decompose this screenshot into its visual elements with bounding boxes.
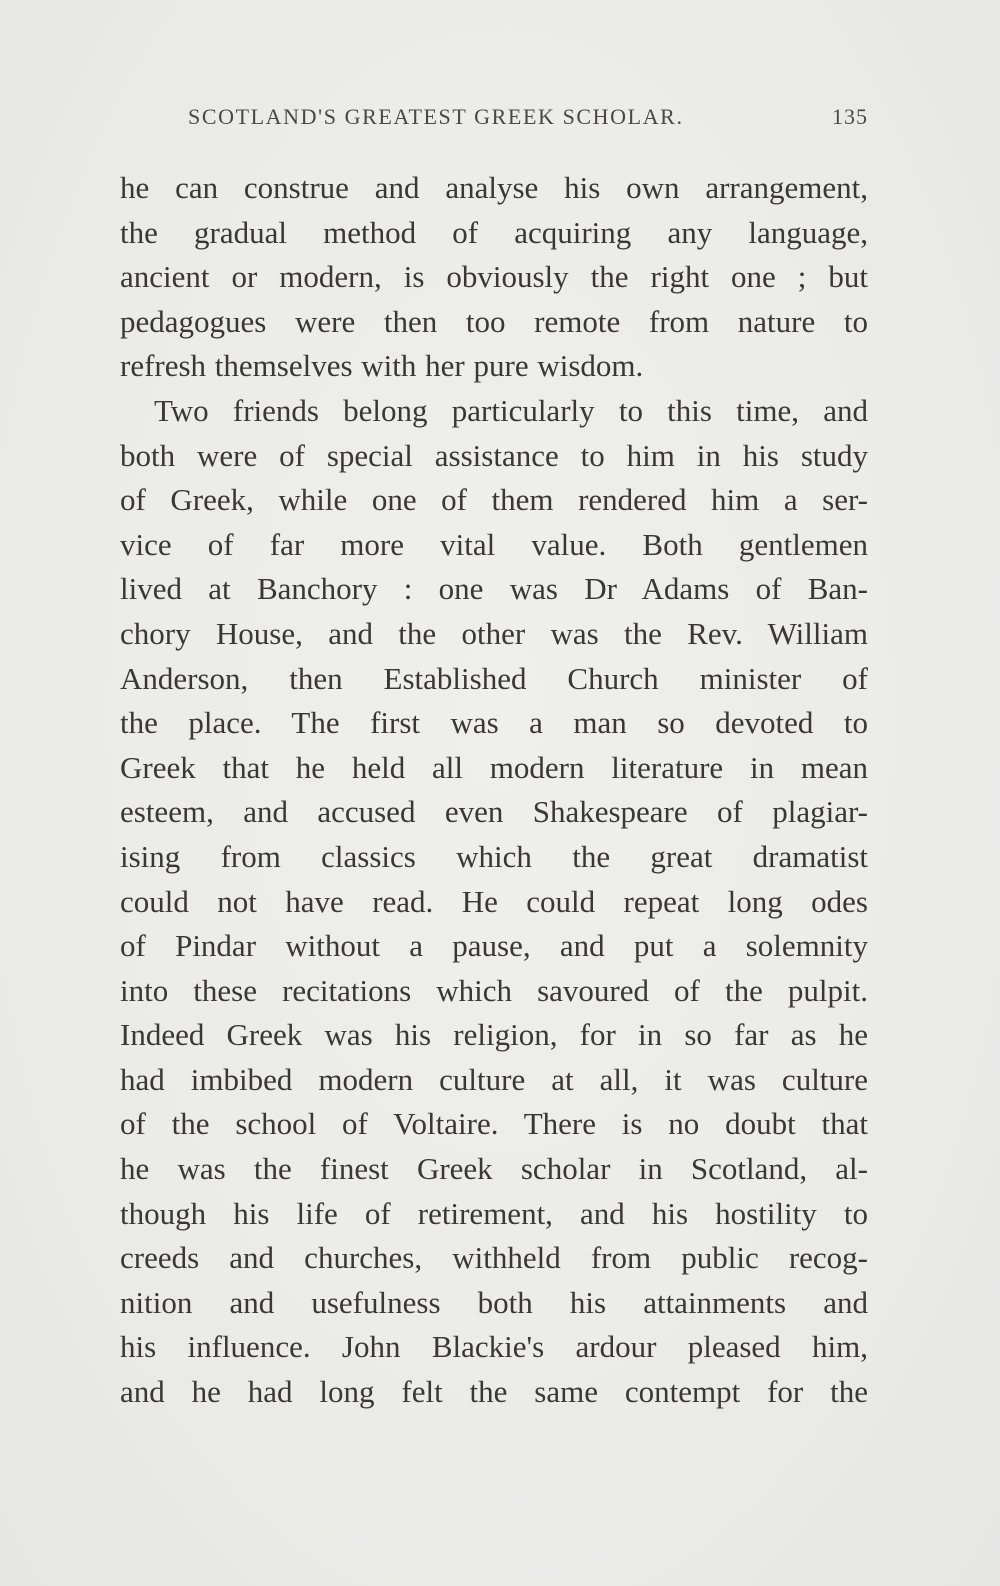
text-line: pedagogues were then too remote from nature to <box>120 303 868 339</box>
text-line: could not have read. He could repeat long odes <box>120 883 868 919</box>
text-line: the gradual method of acquiring any language, <box>120 214 868 250</box>
text-line: ising from classics which the great dramatist <box>120 838 868 874</box>
text-line: chory House, and the other was the Rev. William <box>120 615 868 651</box>
text-line: ancient or modern, is obviously the right one ; but <box>120 259 868 295</box>
text-line: though his life of retirement, and his hostility to <box>120 1195 868 1231</box>
text-line: esteem, and accused even Shakespeare of plagiar- <box>120 794 868 830</box>
running-head-title: SCOTLAND'S GREATEST GREEK SCHOLAR. <box>188 104 684 129</box>
text-line: Greek that he held all modern literature in mean <box>120 749 868 785</box>
page-number: 135 <box>832 104 868 129</box>
text-line: Anderson, then Established Church minister of <box>120 660 868 696</box>
text-line: nition and usefulness both his attainments and <box>120 1284 868 1320</box>
text-line: Two friends belong particularly to this time, and <box>154 392 868 428</box>
paragraph-1 <box>120 166 868 389</box>
text-line: into these recitations which savoured of the pulpit. <box>120 972 868 1008</box>
body-text <box>120 166 868 1415</box>
text-line: creeds and churches, withheld from public recog- <box>120 1240 868 1276</box>
text-line: his influence. John Blackie's ardour pleased him, <box>120 1329 868 1365</box>
text-line: he can construe and analyse his own arrangement, <box>120 170 868 205</box>
text-line: he was the finest Greek scholar in Scotland, al- <box>120 1151 868 1187</box>
paragraph-2 <box>120 389 868 1415</box>
text-line: of Greek, while one of them rendered him a ser- <box>120 482 868 518</box>
text-line: and he had long felt the same contempt for the <box>120 1374 868 1410</box>
text-line: both were of special assistance to him in his study <box>120 437 868 473</box>
text-line: had imbibed modern culture at all, it was culture <box>120 1061 868 1097</box>
text-line: lived at Banchory : one was Dr Adams of Ban- <box>120 571 868 607</box>
text-line: of Pindar without a pause, and put a solemnity <box>120 928 868 964</box>
text-line: Indeed Greek was his religion, for in so far as he <box>120 1017 868 1053</box>
text-line: vice of far more vital value. Both gentlemen <box>120 526 868 562</box>
text-line: the place. The first was a man so devoted to <box>120 705 868 741</box>
running-head <box>188 104 868 138</box>
text-line: of the school of Voltaire. There is no doubt that <box>120 1106 868 1142</box>
text-line: refresh themselves with her pure wisdom. <box>120 348 644 384</box>
